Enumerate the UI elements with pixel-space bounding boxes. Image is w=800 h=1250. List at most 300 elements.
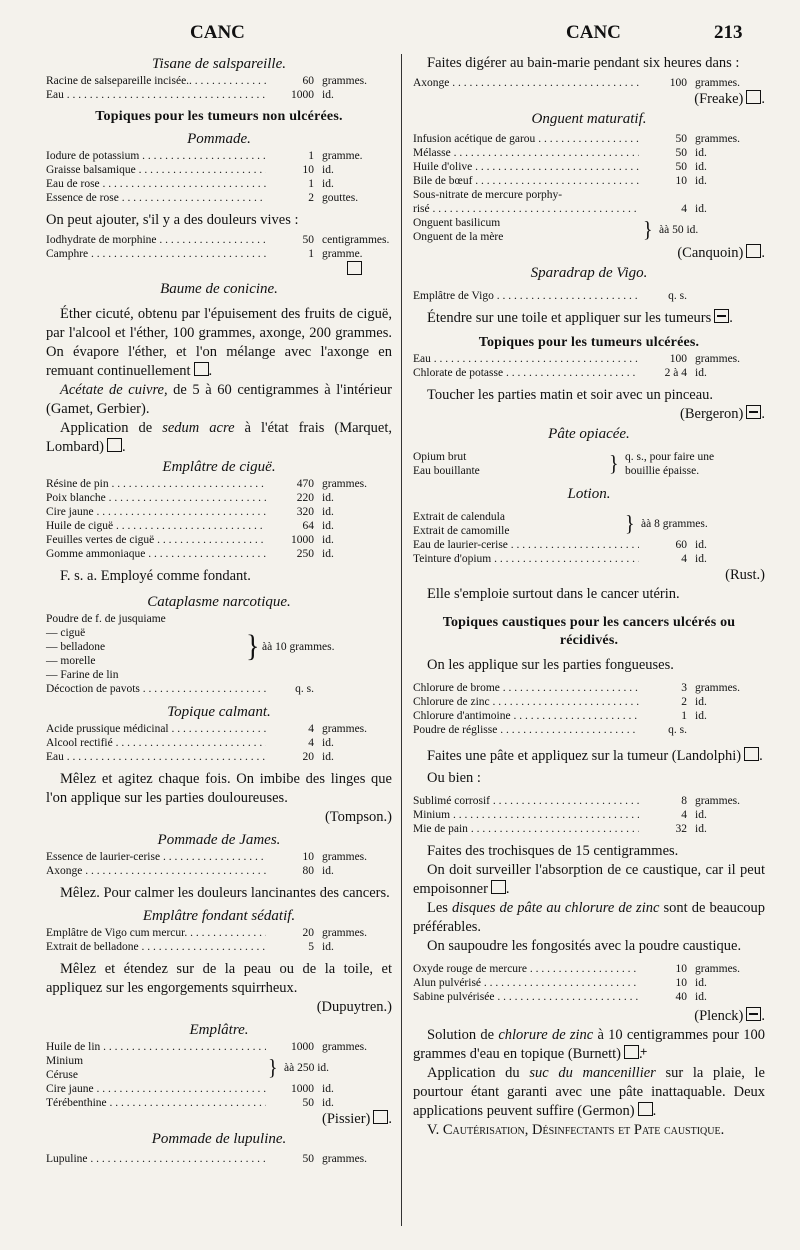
ingredient-name: Essence de rose . . . bbox=[46, 191, 266, 205]
ingredient-name: Sabine pulvérisée . . . bbox=[413, 990, 639, 1004]
ingredient-unit: grammes. bbox=[695, 795, 741, 807]
ingredient-name: Sublimé corrosif . . . bbox=[413, 794, 639, 808]
ingredient-quantity: 1 bbox=[681, 710, 687, 722]
ingredient-unit: id. bbox=[322, 1083, 334, 1095]
square-mark-icon bbox=[638, 1102, 653, 1116]
brace-line: Opium brut bbox=[413, 451, 467, 463]
paragraph: Mêlez et étendez sur de la peau ou de la toile, et appliquez sur les engorgements squirrheux. bbox=[46, 961, 392, 996]
square-mark-icon bbox=[746, 90, 761, 104]
ingredient-list bbox=[46, 74, 392, 102]
ingredient-quantity: 1 bbox=[308, 150, 314, 162]
recipe-title: Onguent maturatif. bbox=[531, 111, 647, 127]
brace-value: àà 8 grammes. bbox=[641, 518, 708, 530]
brace-icon: } bbox=[609, 451, 619, 477]
brace-group bbox=[413, 450, 765, 478]
ingredient-quantity: 40 bbox=[675, 991, 687, 1003]
brace-icon: } bbox=[268, 1055, 278, 1081]
ingredient-quantity: 320 bbox=[296, 506, 314, 518]
brace-value bbox=[621, 450, 765, 478]
ingredient-name: Mélasse . . . bbox=[413, 146, 639, 160]
ingredient-quantity: 20 bbox=[302, 751, 314, 763]
attribution: (Tompson.) bbox=[324, 809, 392, 825]
ingredient-list bbox=[46, 149, 392, 205]
paragraph: On les applique sur les parties fongueuses. bbox=[427, 657, 674, 673]
ingredient-quantity: 1000 bbox=[291, 89, 314, 101]
ingredient-quantity: 50 bbox=[302, 1097, 314, 1109]
ingredient-quantity: 20 bbox=[302, 927, 314, 939]
ingredient-line bbox=[413, 976, 765, 990]
ingredient-unit: grammes. bbox=[695, 77, 741, 89]
ingredient-name: Chlorure d'antimoine . . . bbox=[413, 709, 639, 723]
square-mark-icon bbox=[347, 261, 362, 275]
ingredient-quantity: 4 bbox=[681, 203, 687, 215]
paragraph-text: Application du bbox=[427, 1065, 530, 1081]
ingredient-unit: grammes. bbox=[695, 353, 741, 365]
ingredient-line bbox=[46, 247, 392, 261]
emphasis: suc du mancenillier bbox=[529, 1065, 656, 1081]
ingredient-name: Poix blanche . . . bbox=[46, 491, 266, 505]
ingredient-line bbox=[413, 132, 765, 146]
attribution: (Canquoin) . bbox=[677, 245, 765, 261]
ingredient-quantity: 4 bbox=[681, 809, 687, 821]
square-mark-icon bbox=[744, 747, 759, 761]
ingredient-list bbox=[46, 477, 392, 561]
ingredient-list bbox=[413, 202, 765, 216]
section-heading: Topiques pour les tumeurs ulcérées. bbox=[478, 335, 700, 350]
brace-line: Minium bbox=[46, 1055, 84, 1067]
ingredient-list bbox=[413, 132, 765, 188]
ingredient-name: Racine de salsepareille incisée.. . . . bbox=[46, 74, 266, 88]
column-divider bbox=[401, 54, 402, 1226]
brace-lines bbox=[413, 216, 643, 244]
brace-value: àà 50 id. bbox=[659, 224, 699, 236]
ingredient-line bbox=[413, 366, 765, 380]
ingredient-unit: id. bbox=[322, 89, 334, 101]
ingredient-line bbox=[46, 233, 392, 247]
brace-icon: } bbox=[625, 511, 635, 537]
ingredient-quantity: 1000 bbox=[291, 1083, 314, 1095]
attribution: (Pissier) . bbox=[322, 1111, 392, 1127]
ingredient-quantity: 32 bbox=[675, 823, 687, 835]
attribution: (Bergeron) . bbox=[680, 406, 765, 422]
paragraph: Mêlez. Pour calmer les douleurs lancinantes des cancers. bbox=[60, 885, 390, 901]
attribution-text: (Bergeron) bbox=[680, 406, 744, 422]
brace-value-line: bouillie épaisse. bbox=[625, 465, 700, 477]
brace-line: Extrait de calendula bbox=[413, 511, 505, 523]
ingredient-name: Cire jaune . . . bbox=[46, 505, 266, 519]
ingredient-quantity: 1000 bbox=[291, 534, 314, 546]
ingredient-quantity: 50 bbox=[675, 161, 687, 173]
emphasis: disques de pâte au chlorure de zinc bbox=[452, 900, 660, 916]
ingredient-quantity: 4 bbox=[308, 737, 314, 749]
ingredient-unit: id. bbox=[322, 941, 334, 953]
ingredient-unit: id. bbox=[695, 147, 707, 159]
ingredient-name: Iodhydrate de morphine . . . bbox=[46, 233, 266, 247]
ingredient-name: Essence de laurier-cerise . . . bbox=[46, 850, 266, 864]
brace-line: — morelle bbox=[46, 655, 96, 667]
ingredient-quantity: 80 bbox=[302, 865, 314, 877]
ingredient-quantity: 50 bbox=[302, 234, 314, 246]
ingredient-name: Eau . . . bbox=[46, 88, 266, 102]
ingredient-quantity: 50 bbox=[302, 1153, 314, 1165]
ingredient-quantity: 50 bbox=[675, 133, 687, 145]
ingredient-line bbox=[413, 202, 765, 216]
ingredient-quantity: 2 bbox=[308, 192, 314, 204]
ingredient-unit: id. bbox=[695, 977, 707, 989]
ingredient-name: Feuilles vertes de ciguë . . . bbox=[46, 533, 266, 547]
ingredient-quantity: 10 bbox=[675, 963, 687, 975]
ingredient-list bbox=[413, 76, 765, 90]
ingredient-name: Mie de pain . . . bbox=[413, 822, 639, 836]
recipe-title: Tisane de salspareille. bbox=[151, 56, 287, 72]
ingredient-name: Gomme ammoniaque . . . bbox=[46, 547, 266, 561]
ingredient-name: Camphre . . . bbox=[46, 247, 266, 261]
ingredient-line bbox=[46, 149, 392, 163]
brace-lines bbox=[46, 1054, 268, 1082]
recipe-title: Cataplasme narcotique. bbox=[147, 594, 291, 610]
ingredient-unit: grammes. bbox=[322, 1153, 368, 1165]
paragraph-text: sont de beaucoup préférables. bbox=[413, 900, 766, 935]
minus-box-icon bbox=[746, 1007, 761, 1021]
ingredient-line bbox=[413, 990, 765, 1004]
emphasis: Acétate de cuivre, bbox=[60, 382, 168, 398]
ingredient-quantity: 10 bbox=[675, 175, 687, 187]
ingredient-name: Lupuline . . . bbox=[46, 1152, 266, 1166]
ingredient-quantity: q. s. bbox=[668, 724, 687, 736]
ingredient-name: Chlorure de zinc . . . bbox=[413, 695, 639, 709]
ingredient-list bbox=[46, 850, 392, 878]
paragraph-text: V. bbox=[427, 1122, 443, 1138]
ingredient-line bbox=[413, 76, 765, 90]
ingredient-line bbox=[46, 1096, 392, 1110]
ingredient-line bbox=[46, 940, 392, 954]
square-mark-icon bbox=[194, 362, 209, 376]
attribution-text: (Pissier) bbox=[322, 1111, 371, 1127]
ingredient-unit: grammes. bbox=[322, 851, 368, 863]
square-mark-icon bbox=[491, 880, 506, 894]
plus-box-icon bbox=[624, 1045, 639, 1059]
ingredient-unit bbox=[691, 723, 765, 737]
paragraph-text: Application de bbox=[60, 420, 163, 436]
paragraph: Faites digérer au bain-marie pendant six heures dans : bbox=[427, 55, 740, 71]
ingredient-unit: id. bbox=[322, 534, 334, 546]
ingredient-unit: gramme. bbox=[322, 248, 363, 260]
ingredient-unit: id. bbox=[695, 823, 707, 835]
ingredient-list bbox=[413, 289, 765, 303]
paragraph: Solution de chlorure de zinc à 10 centigrammes pour 100 grammes d'eau en topique (Burnett)+ . bbox=[413, 1026, 765, 1064]
ingredient-list bbox=[46, 926, 392, 954]
ingredient-list bbox=[46, 1082, 392, 1110]
ingredient-line bbox=[413, 174, 765, 188]
ingredient-line bbox=[413, 794, 765, 808]
paragraph: On saupoudre les fongosités avec la poudre caustique. bbox=[427, 938, 742, 954]
ingredient-line bbox=[413, 723, 765, 737]
paragraph bbox=[413, 899, 765, 937]
paragraph-text: Éther cicuté, obtenu par l'épuisement des fruits de ciguë, par l'alcool et l'éther, 100 grammes, axonge, 200 grammes. On évapore l'éther, et l'on mélange avec l'axonge en remuant continuellement bbox=[46, 306, 392, 379]
brace-line: — ciguë bbox=[46, 627, 86, 639]
recipe-title: Topique calmant. bbox=[167, 704, 271, 720]
brace-line: Extrait de camomille bbox=[413, 525, 510, 537]
brace-line: Eau bouillante bbox=[413, 465, 480, 477]
brace-lines bbox=[413, 450, 609, 478]
ingredient-line bbox=[413, 160, 765, 174]
paragraph: Faites des trochisques de 15 centigrammes. bbox=[427, 843, 679, 859]
ingredient-name: Eau de laurier-cerise . . . bbox=[413, 538, 639, 552]
ingredient-line bbox=[46, 477, 392, 491]
ingredient-name: Axonge . . . bbox=[413, 76, 639, 90]
ingredient-unit: id. bbox=[322, 520, 334, 532]
brace-line: Céruse bbox=[46, 1069, 78, 1081]
ingredient-quantity: 4 bbox=[681, 553, 687, 565]
brace-value: àà 250 id. bbox=[284, 1062, 330, 1074]
square-mark-icon bbox=[373, 1110, 388, 1124]
minus-box-icon bbox=[746, 405, 761, 419]
brace-group bbox=[413, 216, 765, 244]
ingredient-quantity: q. s. bbox=[668, 290, 687, 302]
ingredient-quantity: 100 bbox=[669, 353, 687, 365]
ingredient-name: Teinture d'opium . . . bbox=[413, 552, 639, 566]
ingredient-line bbox=[46, 750, 392, 764]
recipe-title: Pommade. bbox=[187, 131, 251, 147]
ingredient-unit: grammes. bbox=[322, 927, 368, 939]
ingredient-line bbox=[413, 552, 765, 566]
recipe-title: Pâte opiacée. bbox=[548, 426, 630, 442]
attribution: (Dupuytren.) bbox=[316, 999, 392, 1015]
paragraph-text: à l'état frais (Marquet, Lombard) bbox=[46, 420, 392, 455]
brace-group bbox=[46, 1054, 392, 1082]
brace-icon: } bbox=[246, 629, 260, 664]
attribution: (Freake) . bbox=[694, 91, 765, 107]
ingredient-name: Emplâtre de Vigo . . . bbox=[413, 289, 639, 303]
ingredient-name: Emplâtre de Vigo cum mercur. . . . bbox=[46, 926, 266, 940]
ingredient-quantity: 4 bbox=[308, 723, 314, 735]
brace-group bbox=[46, 612, 392, 682]
ingredient-quantity: 10 bbox=[675, 977, 687, 989]
ingredient-name: Térébenthine . . . bbox=[46, 1096, 266, 1110]
cross-reference-link[interactable]: Cautérisation, Désinfectants et Pate caustique. bbox=[442, 1122, 725, 1138]
ingredient-name: Huile de lin . . . bbox=[46, 1040, 266, 1054]
ingredient-unit: id. bbox=[695, 203, 707, 215]
ingredient-name: Eau de rose . . . bbox=[46, 177, 266, 191]
ingredient-line bbox=[46, 191, 392, 205]
ingredient-list bbox=[413, 352, 765, 380]
square-mark-icon bbox=[107, 438, 122, 452]
ingredient-unit: id. bbox=[695, 553, 707, 565]
ingredient-line bbox=[46, 1152, 392, 1166]
ingredient-unit: id. bbox=[695, 161, 707, 173]
paragraph-text: de 5 à 60 centigrammes à l'intérieur (Gamet, Gerbier). bbox=[46, 382, 392, 417]
ingredient-quantity: 10 bbox=[302, 851, 314, 863]
ingredient-line bbox=[46, 163, 392, 177]
paragraph: Étendre sur une toile et appliquer sur les tumeurs . bbox=[427, 310, 733, 326]
paragraph: Application de sedum acre à l'état frais (Marquet, Lombard) . bbox=[46, 420, 392, 455]
ingredient-unit: id. bbox=[695, 539, 707, 551]
ingredient-unit: id. bbox=[695, 710, 707, 722]
recipe-title: Pommade de lupuline. bbox=[151, 1131, 287, 1147]
recipe-title: Lotion. bbox=[567, 486, 611, 502]
ingredient-quantity: 60 bbox=[675, 539, 687, 551]
ingredient-unit: id. bbox=[322, 492, 334, 504]
recipe-title: Baume de conicine. bbox=[160, 281, 278, 297]
ingredient-line bbox=[46, 864, 392, 878]
ingredient-name: Axonge . . . bbox=[46, 864, 266, 878]
paragraph: Éther cicuté, obtenu par l'épuisement des fruits de ciguë, par l'alcool et l'éther, 100 grammes, axonge, 200 grammes. On évapore l'éther, et l'on mélange avec l'axonge en remuant continuellement . bbox=[46, 306, 392, 379]
brace-line: — belladone bbox=[46, 641, 106, 653]
ingredient-line bbox=[413, 822, 765, 836]
recipe-title: Emplâtre fondant sédatif. bbox=[142, 908, 296, 924]
ingredient-line bbox=[46, 519, 392, 533]
cross-reference bbox=[413, 1121, 765, 1140]
attribution-text: (Canquoin) bbox=[677, 245, 744, 261]
ingredient-name: Eau . . . bbox=[413, 352, 639, 366]
paragraph bbox=[46, 381, 392, 419]
ingredient-name: Eau . . . bbox=[46, 750, 266, 764]
ingredient-unit: id. bbox=[322, 178, 334, 190]
recipe-title: Emplâtre de ciguë. bbox=[162, 459, 276, 475]
attribution: (Rust.) bbox=[725, 567, 765, 583]
ingredient-unit: id. bbox=[322, 737, 334, 749]
ingredient-list bbox=[46, 1040, 392, 1054]
brace-line: Poudre de f. de jusquiame bbox=[46, 613, 166, 625]
ingredient-name: Graisse balsamique . . . bbox=[46, 163, 266, 177]
ingredient-line bbox=[413, 681, 765, 695]
ingredient-quantity: 8 bbox=[681, 795, 687, 807]
ingredient-unit: centigrammes. bbox=[322, 234, 390, 246]
ingredient-unit: id. bbox=[695, 696, 707, 708]
ingredient-line bbox=[46, 1082, 392, 1096]
paragraph: Ou bien : bbox=[427, 770, 481, 786]
paragraph-text: Étendre sur une toile et appliquer sur les tumeurs bbox=[427, 310, 712, 326]
ingredient-unit: id. bbox=[322, 548, 334, 560]
ingredient-unit: grammes. bbox=[695, 133, 741, 145]
emphasis: sedum acre bbox=[162, 420, 235, 436]
ingredient-unit: grammes. bbox=[322, 478, 368, 490]
brace-value: àà 10 grammes. bbox=[262, 641, 335, 653]
ingredient-name: Alcool rectifié . . . bbox=[46, 736, 266, 750]
ingredient-list bbox=[413, 681, 765, 737]
ingredient-unit: id. bbox=[322, 506, 334, 518]
paragraph: Toucher les parties matin et soir avec un pinceau. bbox=[427, 387, 714, 403]
ingredient-unit: gramme. bbox=[322, 150, 363, 162]
ingredient-line bbox=[413, 709, 765, 723]
ingredient-line bbox=[413, 962, 765, 976]
ingredient-quantity: 2 à 4 bbox=[664, 367, 687, 379]
ingredient-line bbox=[413, 808, 765, 822]
minus-box-icon bbox=[714, 309, 729, 323]
brace-line: Onguent de la mère bbox=[413, 231, 504, 243]
ingredient-list bbox=[413, 962, 765, 1004]
brace-icon: } bbox=[643, 217, 653, 243]
ingredient-quantity: 5 bbox=[308, 941, 314, 953]
ingredient-name: Extrait de belladone . . . bbox=[46, 940, 266, 954]
attribution-text: (Freake) bbox=[694, 91, 744, 107]
ingredient-quantity: q. s. bbox=[295, 683, 314, 695]
section-heading: Topiques pour les tumeurs non ulcérées. bbox=[95, 109, 343, 124]
ingredient-name: Cire jaune . . . bbox=[46, 1082, 266, 1096]
header-left: CANC bbox=[190, 22, 245, 43]
ingredient-line bbox=[46, 736, 392, 750]
ingredient-line bbox=[413, 538, 765, 552]
emphasis: chlorure de zinc bbox=[498, 1027, 594, 1043]
ingredient-quantity: 60 bbox=[302, 75, 314, 87]
ingredient-name: Chlorate de potasse . . . bbox=[413, 366, 639, 380]
ingredient-line bbox=[46, 74, 392, 88]
ingredient-line bbox=[46, 722, 392, 736]
brace-lines bbox=[413, 510, 625, 538]
ingredient-quantity: 470 bbox=[296, 478, 314, 490]
ingredient-line bbox=[46, 850, 392, 864]
ingredient-list bbox=[46, 1152, 392, 1166]
brace-line: Onguent basilicum bbox=[413, 217, 501, 229]
ingredient-name: Huile d'olive . . . bbox=[413, 160, 639, 174]
ingredient-unit: id. bbox=[695, 809, 707, 821]
ingredient-name: Chlorure de brome . . . bbox=[413, 681, 639, 695]
ingredient-unit: grammes. bbox=[695, 682, 741, 694]
ingredient-list bbox=[46, 722, 392, 764]
brace-line: — Farine de lin bbox=[46, 669, 119, 681]
paragraph-text: Solution de bbox=[427, 1027, 499, 1043]
ingredient-quantity: 1000 bbox=[291, 1041, 314, 1053]
page-number: 213 bbox=[714, 22, 743, 43]
ingredient-quantity: 100 bbox=[669, 77, 687, 89]
ingredient-unit: id. bbox=[695, 991, 707, 1003]
ingredient-quantity: 1 bbox=[308, 248, 314, 260]
running-header bbox=[0, 22, 800, 48]
ingredient-unit: grammes. bbox=[695, 963, 741, 975]
ingredient-unit: gouttes. bbox=[322, 192, 359, 204]
left-column bbox=[46, 54, 392, 1166]
ingredient-line bbox=[46, 547, 392, 561]
ingredient-line bbox=[46, 88, 392, 102]
ingredient-line bbox=[46, 533, 392, 547]
ingredient-quantity: 3 bbox=[681, 682, 687, 694]
recipe-title: Sparadrap de Vigo. bbox=[530, 265, 648, 281]
ingredient-unit: grammes. bbox=[322, 1041, 368, 1053]
ingredient-name: Minium . . . bbox=[413, 808, 639, 822]
recipe-title: Emplâtre. bbox=[189, 1022, 249, 1038]
paragraph: F. s. a. Employé comme fondant. bbox=[60, 568, 251, 584]
paragraph: Elle s'emploie surtout dans le cancer utérin. bbox=[427, 586, 680, 602]
header-center: CANC bbox=[566, 22, 621, 43]
attribution-text: (Plenck) bbox=[694, 1008, 744, 1024]
paragraph: On doit surveiller l'absorption de ce caustique, car il peut empoisonner . bbox=[413, 862, 765, 897]
ingredient-quantity: 50 bbox=[675, 147, 687, 159]
paragraph: Application du suc du mancenillier sur la plaie, le pourtour étant garanti avec une pâte inattaquable. Deux applications peuvent suffire (Germon) . bbox=[413, 1065, 765, 1119]
ingredient-unit: grammes. bbox=[322, 723, 368, 735]
ingredient-unit: id. bbox=[322, 1097, 334, 1109]
paragraph-text: Faites une pâte et appliquez sur la tumeur (Landolphi) bbox=[427, 748, 742, 764]
ingredient-line bbox=[413, 352, 765, 366]
ingredient-name: Alun pulvérisé . . . bbox=[413, 976, 639, 990]
ingredient-line bbox=[413, 188, 765, 202]
ingredient-line bbox=[46, 491, 392, 505]
paragraph: On peut ajouter, s'il y a des douleurs vives : bbox=[46, 212, 299, 228]
ingredient-name: Sous-nitrate de mercure porphy- bbox=[413, 189, 563, 201]
ingredient-line bbox=[46, 505, 392, 519]
paragraph: Mêlez et agitez chaque fois. On imbibe des linges que l'on applique sur les parties douloureuses. bbox=[46, 771, 392, 806]
ingredient-list bbox=[46, 682, 392, 696]
ingredient-list bbox=[413, 794, 765, 836]
ingredient-unit: id. bbox=[695, 367, 707, 379]
ingredient-line bbox=[413, 146, 765, 160]
ingredient-line bbox=[413, 289, 765, 303]
ingredient-unit bbox=[691, 289, 765, 303]
ingredient-name: Bile de bœuf . . . bbox=[413, 174, 639, 188]
paragraph-text: Les bbox=[427, 900, 452, 916]
square-mark-icon bbox=[746, 244, 761, 258]
ingredient-name: Iodure de potassium . . . bbox=[46, 149, 266, 163]
ingredient-list bbox=[413, 538, 765, 566]
